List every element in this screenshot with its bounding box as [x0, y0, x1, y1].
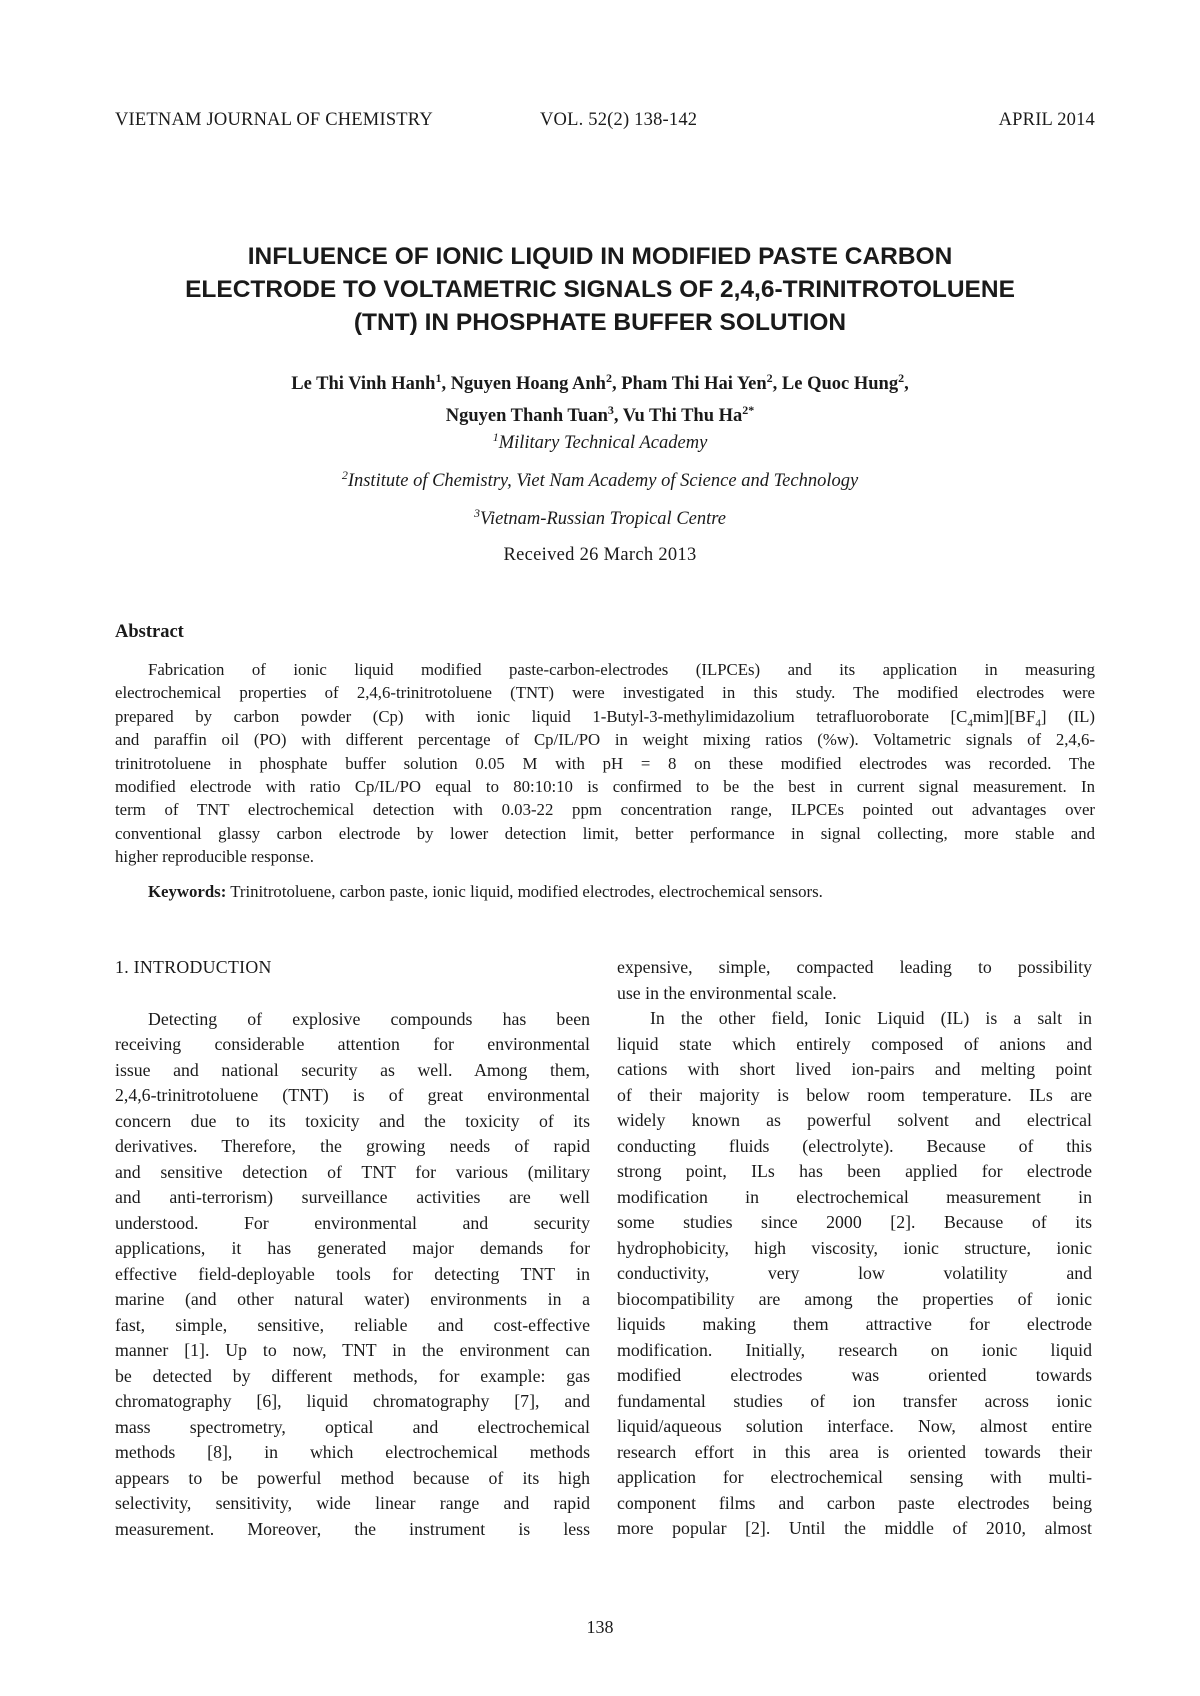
affiliation-3 [100, 506, 1100, 530]
body-line: widely known as powerful solvent and electrical [617, 1110, 1092, 1130]
abstract-line: term of TNT electrochemical detection with 0.03-22 ppm concentration range, ILPCEs pointed out advantages over [115, 800, 1095, 820]
right-column [617, 955, 1092, 1542]
author-affil-mark: 3 [607, 403, 614, 418]
abstract-line: modified electrode with ratio Cp/IL/PO equal to 80:10:10 is confirmed to be the best in current signal measurement. In [115, 776, 1095, 796]
received-date: Received 26 March 2013 [503, 545, 697, 565]
left-column [115, 955, 590, 1542]
body-line: effective field-deployable tools for detecting TNT in [115, 1263, 590, 1284]
body-line: biocompatibility are among the properties of ionic [617, 1288, 1092, 1309]
body-line: application for electrochemical sensing with multi- [617, 1467, 1092, 1487]
abstract-line-text: mim][BF [972, 706, 1036, 726]
body-line: receiving considerable attention for environmental [115, 1034, 590, 1054]
body-line: modification in electrochemical measurement in [617, 1186, 1092, 1207]
affil-text: Institute of Chemistry, Viet Nam Academy of Science and Technology [347, 471, 859, 492]
title-line: INFLUENCE OF IONIC LIQUID IN MODIFIED PASTE CARBON [247, 243, 953, 270]
body-line: mass spectrometry, optical and electrochemical [115, 1416, 590, 1437]
abstract-line: conventional glassy carbon electrode by lower detection limit, better performance in signal collecting, more stable and [115, 823, 1095, 843]
running-header [115, 110, 1095, 134]
body-line: applications, it has generated major demands for [115, 1238, 590, 1258]
author-line: Le Thi Vinh Hanh$^1$, Nguyen Hoang Anh$^2$, Pham Thi Hai Yen$^2$, Le Quoc Hung$^2$, [291, 371, 909, 395]
body-line: marine (and other natural water) environments in a [115, 1289, 590, 1309]
body-line: fundamental studies of ion transfer across ionic [617, 1390, 1092, 1411]
body-line: research effort in this area is oriented towards their [617, 1441, 1092, 1462]
author-affil-mark: 2* [742, 403, 755, 418]
affil-mark: 1 [492, 430, 499, 444]
keywords-text: Trinitrotoluene, carbon paste, ionic liquid, modified electrodes, electrochemical sensors. [230, 882, 823, 901]
body-line: expensive, simple, compacted leading to possibility [617, 957, 1092, 977]
body-line: understood. For environmental and security [115, 1212, 590, 1233]
author-name: Pham Thi Hai Yen [621, 374, 767, 395]
body-line: modification. Initially, research on ionic liquid [617, 1339, 1092, 1360]
body-line: more popular [2]. Until the middle of 2010, almost [617, 1518, 1092, 1538]
spacer [115, 981, 590, 1007]
body-line: concern due to its toxicity and the toxicity of its [115, 1110, 590, 1131]
body-line: strong point, ILs has been applied for electrode [617, 1161, 1092, 1181]
subscript: 4 [1035, 717, 1041, 730]
issue-date: APRIL 2014 [998, 110, 1095, 130]
volume-info: VOL. 52(2) 138-142 [540, 110, 698, 130]
body-line: Detecting of explosive compounds has been [148, 1008, 590, 1029]
abstract-line-text: ] (IL) [1040, 706, 1095, 726]
affiliation-2 [100, 468, 1100, 492]
body-line: use in the environmental scale. [617, 982, 837, 1003]
abstract-heading: Abstract [115, 622, 184, 642]
author-name: Vu Thi Thu Ha [622, 406, 743, 427]
body-line: chromatography [6], liquid chromatography [7], and [115, 1391, 590, 1411]
author-affil-mark: 2 [605, 371, 612, 385]
abstract-line: and paraffin oil (PO) with different percentage of Cp/IL/PO in weight mixing ratios (%w). Voltametric signals of 2,4,6- [115, 730, 1095, 750]
body-line: hydrophobicity, high viscosity, ionic structure, ionic [617, 1237, 1092, 1258]
body-line: modified electrodes was oriented towards [617, 1365, 1092, 1385]
body-line: some studies since 2000 [2]. Because of its [617, 1212, 1092, 1232]
affil-mark: 3 [474, 506, 481, 520]
body-line: measurement. Moreover, the instrument is less [115, 1518, 590, 1539]
body-line: In the other field, Ionic Liquid (IL) is a salt in [650, 1008, 1092, 1028]
body-line: and anti-terrorism) surveillance activities are well [115, 1187, 590, 1207]
author-name: Nguyen Thanh Tuan [445, 406, 608, 427]
author-affil-mark: 2 [766, 371, 773, 385]
body-line: liquid/aqueous solution interface. Now, almost entire [617, 1416, 1092, 1436]
keywords [148, 880, 1098, 903]
author-affil-mark: 2 [898, 371, 905, 385]
author-name: Le Quoc Hung [781, 374, 899, 395]
section-heading: 1. INTRODUCTION [115, 957, 272, 977]
affil-text: Vietnam-Russian Tropical Centre [480, 509, 726, 530]
body-line: conductivity, very low volatility and [617, 1263, 1092, 1283]
abstract-line: trinitrotoluene in phosphate buffer solution 0.05 M with pH = 8 on these modified electrodes was recorded. The [115, 753, 1095, 773]
abstract-body [115, 658, 1095, 869]
body-line: be detected by different methods, for example: gas [115, 1365, 590, 1386]
affiliation-1 [100, 430, 1100, 454]
body-line: and sensitive detection of TNT for various (military [115, 1161, 590, 1182]
body-line: of their majority is below room temperature. ILs are [617, 1084, 1092, 1105]
author-name: Le Thi Vinh Hanh [291, 374, 436, 395]
title-line: (TNT) IN PHOSPHATE BUFFER SOLUTION [353, 309, 847, 336]
body-line: manner [1]. Up to now, TNT in the environment can [115, 1340, 590, 1360]
journal-name: VIETNAM JOURNAL OF CHEMISTRY [115, 110, 433, 130]
abstract-line-text: prepared by carbon powder (Cp) with ionic liquid 1-Butyl-3-methylimidazolium tetrafluoroborate [C [115, 706, 968, 726]
abstract-line: electrochemical properties of 2,4,6-trinitrotoluene (TNT) were investigated in this study. The modified electrodes were [115, 683, 1095, 703]
author-affil-mark: 1 [435, 371, 442, 385]
body-line: cations with short lived ion-pairs and melting point [617, 1059, 1092, 1079]
abstract-line: higher reproducible response. [115, 847, 314, 867]
body-line: fast, simple, sensitive, reliable and cost-effective [115, 1314, 590, 1335]
body-line: appears to be powerful method because of its high [115, 1467, 590, 1488]
paper-title [100, 240, 1100, 339]
body-line: component films and carbon paste electrodes being [617, 1492, 1092, 1513]
affil-mark: 2 [341, 468, 348, 482]
abstract-line: Fabrication of ionic liquid modified paste-carbon-electrodes (ILPCEs) and its application in measuring [148, 660, 1095, 679]
body-line: liquids making them attractive for electrode [617, 1314, 1092, 1334]
keywords-label: Keywords: [148, 882, 227, 901]
body-line: liquid state which entirely composed of anions and [617, 1033, 1092, 1054]
affil-text: Military Technical Academy [498, 433, 708, 454]
body-line: methods [8], in which electrochemical methods [115, 1442, 590, 1462]
abstract-line [115, 705, 1095, 728]
body-line: selectivity, sensitivity, wide linear range and rapid [115, 1493, 590, 1513]
body-line: 2,4,6-trinitrotoluene (TNT) is of great environmental [115, 1085, 590, 1105]
page-number: 138 [586, 1617, 614, 1637]
author-line: Nguyen Thanh Tuan$^3$, Vu Thi Thu $Ha^{2*}$ [445, 403, 755, 427]
subscript: 4 [967, 717, 973, 730]
body-line: conducting fluids (electrolyte). Because of this [617, 1135, 1092, 1156]
author-list [100, 365, 1100, 429]
body-line: derivatives. Therefore, the growing needs of rapid [115, 1136, 590, 1156]
title-line: ELECTRODE TO VOLTAMETRIC SIGNALS OF 2,4,6-TRINITROTOLUENE [185, 276, 1015, 303]
author-name: Nguyen Hoang Anh [450, 374, 606, 395]
body-line: issue and national security as well. Among them, [115, 1059, 590, 1080]
